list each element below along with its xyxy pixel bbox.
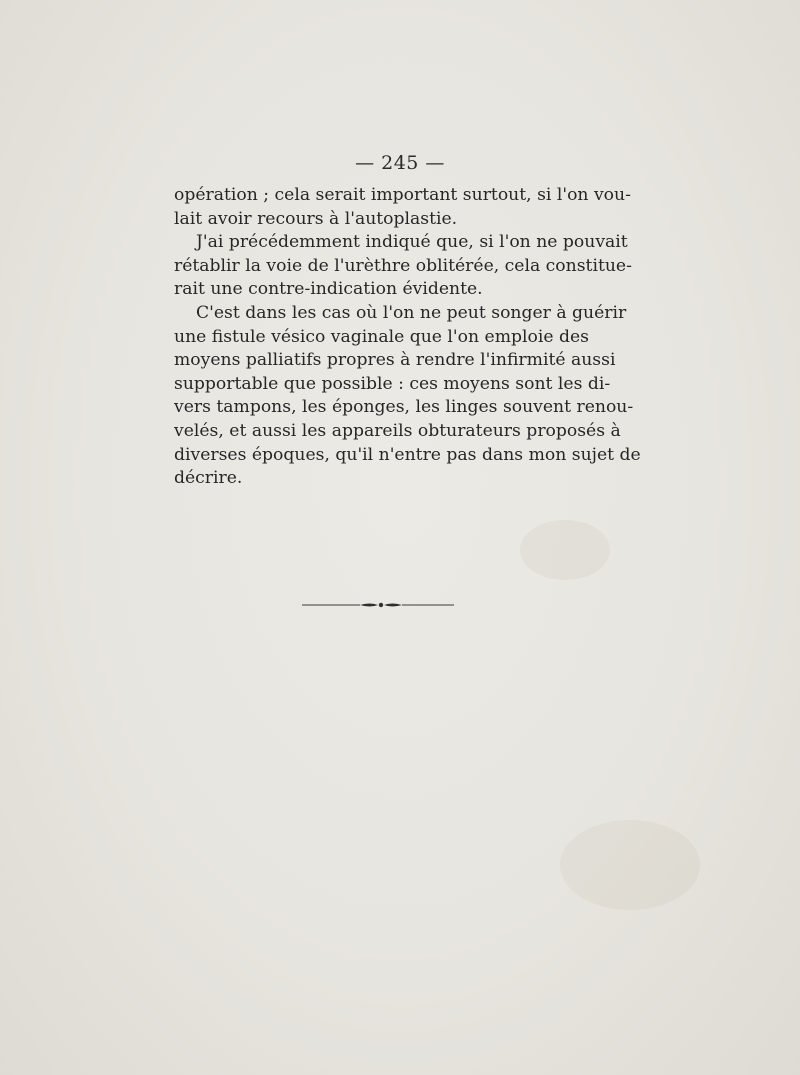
body-text xyxy=(174,184,641,491)
text-line: supportable que possible : ces moyens sont les di- xyxy=(174,373,611,394)
ornamental-rule xyxy=(300,598,456,612)
text-line: moyens palliatifs propres à rendre l'infirmité aussi xyxy=(174,350,616,371)
text-line: rait une contre-indication évidente. xyxy=(174,279,483,300)
text-line: opération ; cela serait important surtout, si l'on vou- xyxy=(174,185,631,205)
page-number: — 245 — xyxy=(355,152,445,174)
text-line: une fistule vésico vaginale que l'on emploie des xyxy=(174,326,589,347)
text-line: décrire. xyxy=(174,468,243,489)
text-line: diverses époques, qu'il n'entre pas dans mon sujet de xyxy=(174,444,641,465)
text-line: vers tampons, les éponges, les linges souvent renou- xyxy=(174,397,634,418)
text-line: J'ai précédemment indiqué que, si l'on ne pouvait xyxy=(196,232,628,253)
paper-stain xyxy=(560,820,700,910)
paper-stain xyxy=(520,520,610,580)
text-line: C'est dans les cas où l'on ne peut songer à guérir xyxy=(196,302,627,323)
text-line: lait avoir recours à l'autoplastie. xyxy=(174,208,458,229)
text-line: rétablir la voie de l'urèthre oblitérée, cela constitue- xyxy=(174,255,632,276)
text-line: velés, et aussi les appareils obturateurs proposés à xyxy=(174,420,621,441)
